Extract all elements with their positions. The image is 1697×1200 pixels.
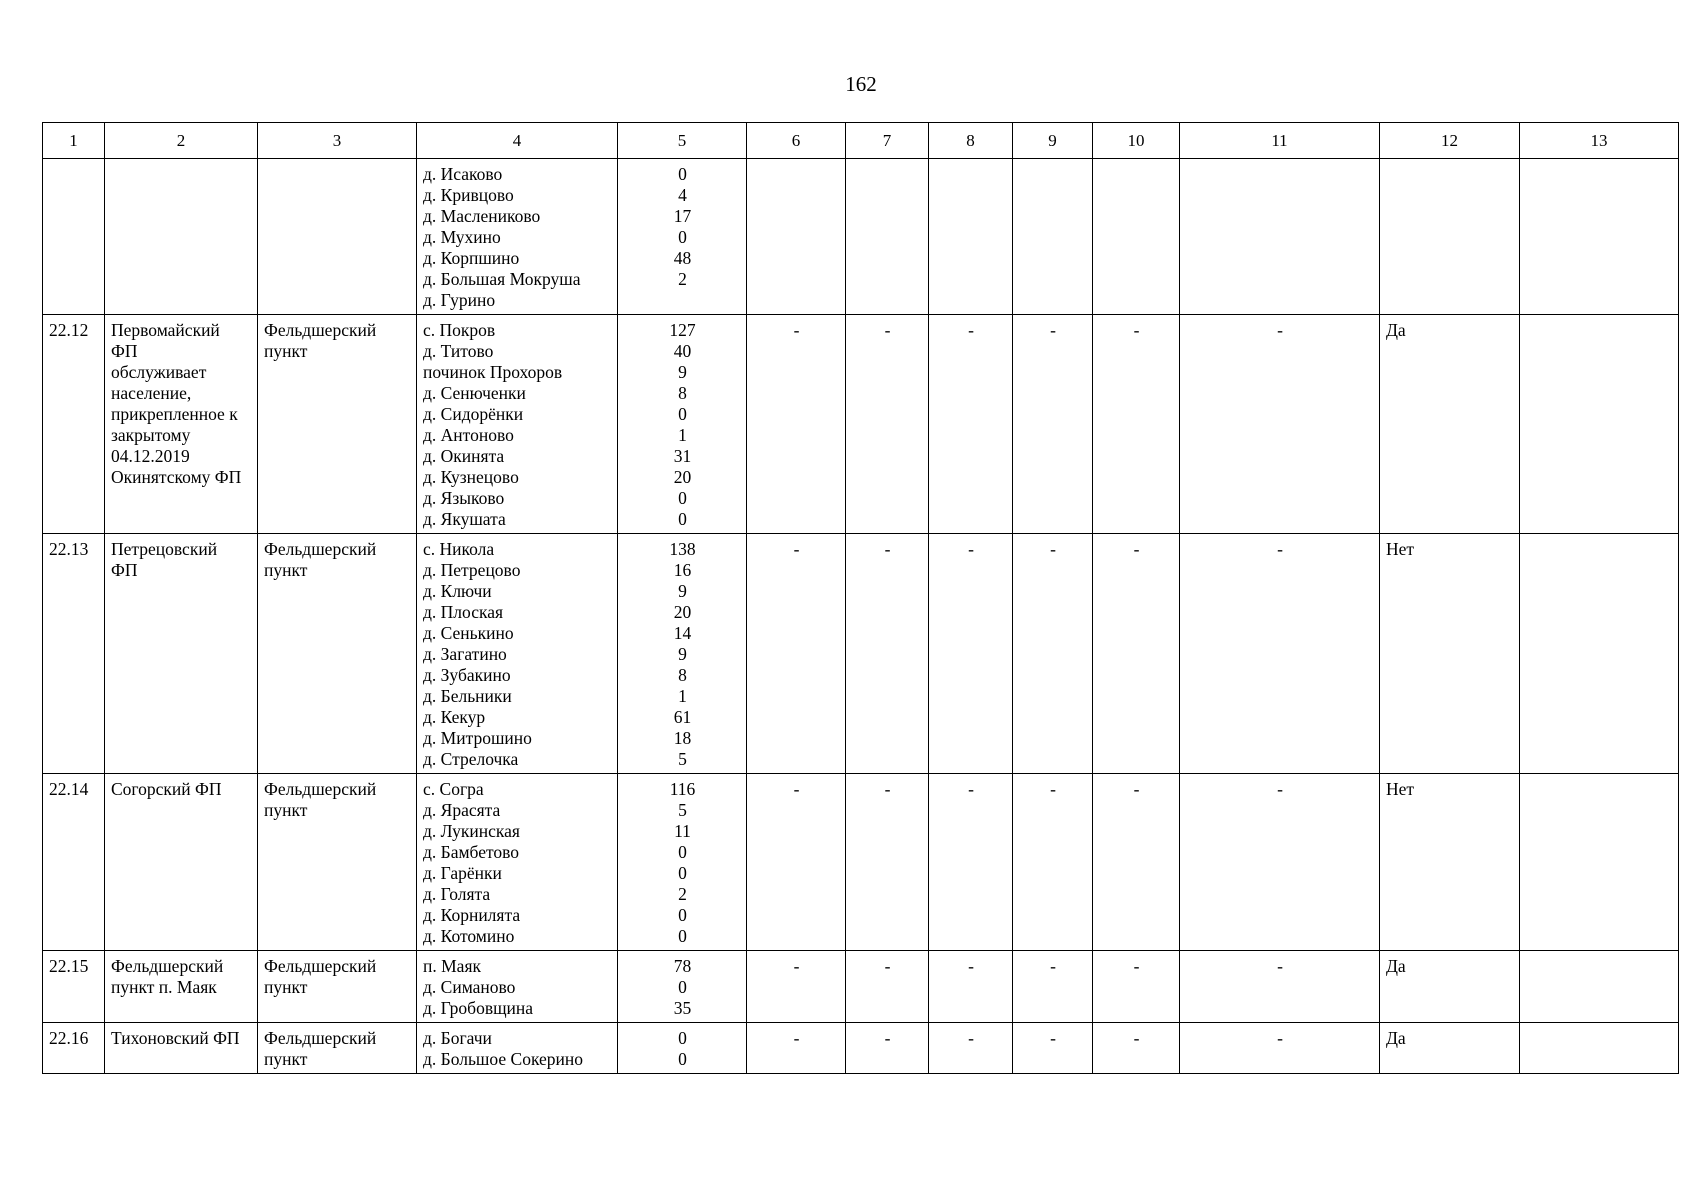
- table-row: [43, 315, 1679, 534]
- settlements-cell-line: с. Никола: [423, 539, 495, 559]
- settlements-cell-line: д. Ключи: [423, 581, 492, 601]
- column-7-cell: -: [846, 534, 929, 774]
- settlements-cell-line: д. Зубакино: [423, 665, 511, 685]
- column-12-cell: Да: [1380, 1023, 1520, 1074]
- column-header-3: 3: [258, 123, 417, 159]
- facility-type-cell-line: Фельдшерский: [264, 320, 377, 340]
- population-cell-line: 1: [678, 686, 687, 706]
- settlements-cell-line: д. Кузнецово: [423, 467, 519, 487]
- population-cell: [618, 1023, 747, 1074]
- column-header-4: 4: [417, 123, 618, 159]
- settlements-cell-line: д. Гробовщина: [423, 998, 534, 1018]
- settlements-cell-line: д. Гурино: [423, 290, 496, 310]
- population-cell-line: 20: [673, 467, 692, 487]
- population-cell: [618, 774, 747, 951]
- settlements-cell-line: д. Исаково: [423, 164, 503, 184]
- settlements-cell: [417, 534, 618, 774]
- settlements-cell-line: д. Сенюченки: [423, 383, 526, 403]
- row-number-cell: 22.15: [43, 951, 105, 1023]
- facility-name-cell-line: Тихоновский ФП: [111, 1028, 240, 1048]
- settlements-cell-line: д. Антоново: [423, 425, 514, 445]
- population-cell-line: 78: [673, 956, 692, 976]
- settlements-cell-line: д. Языково: [423, 488, 505, 508]
- settlements-cell-line: д. Большая Мокруша: [423, 269, 581, 289]
- column-header-6: 6: [747, 123, 846, 159]
- table-row: [43, 1023, 1679, 1074]
- column-11-cell: -: [1180, 315, 1380, 534]
- population-cell-line: 48: [673, 248, 692, 268]
- facility-type-cell-line: Фельдшерский: [264, 1028, 377, 1048]
- facility-type-cell: [258, 1023, 417, 1074]
- facility-type-cell: [258, 774, 417, 951]
- settlements-cell-line: д. Большое Сокерино: [423, 1049, 584, 1069]
- settlements-cell-line: д. Якушата: [423, 509, 506, 529]
- column-10-cell: -: [1093, 1023, 1180, 1074]
- population-cell-line: 0: [678, 1049, 687, 1069]
- population-cell-line: 14: [673, 623, 692, 643]
- facility-type-cell-line: пункт: [264, 1049, 308, 1069]
- population-cell-line: 31: [673, 446, 692, 466]
- population-cell-line: 0: [678, 905, 687, 925]
- population-cell-line: 0: [678, 926, 687, 946]
- population-cell-line: 138: [669, 539, 696, 559]
- population-cell-line: 9: [678, 362, 687, 382]
- column-13-cell: [1520, 1023, 1679, 1074]
- settlements-cell-line: д. Сидорёнки: [423, 404, 524, 424]
- population-cell-line: 0: [678, 488, 687, 508]
- column-12-cell: Нет: [1380, 774, 1520, 951]
- facility-name-cell: [105, 774, 258, 951]
- facility-name-cell-line: Согорский ФП: [111, 779, 222, 799]
- row-number-cell: [43, 159, 105, 315]
- population-cell-line: 0: [678, 1028, 687, 1048]
- column-8-cell: -: [929, 534, 1013, 774]
- population-cell-line: 2: [678, 269, 687, 289]
- column-9-cell: -: [1013, 315, 1093, 534]
- population-cell-line: 1: [678, 425, 687, 445]
- population-cell-line: 5: [678, 749, 687, 769]
- facility-type-cell: [258, 315, 417, 534]
- column-11-cell: -: [1180, 534, 1380, 774]
- settlements-cell-line: с. Согра: [423, 779, 484, 799]
- facility-name-cell-line: закрытому: [111, 425, 191, 445]
- column-7-cell: -: [846, 315, 929, 534]
- settlements-cell: [417, 159, 618, 315]
- column-header-12: 12: [1380, 123, 1520, 159]
- facility-name-cell-line: население,: [111, 383, 192, 403]
- column-6-cell: -: [747, 1023, 846, 1074]
- settlements-cell-line: д. Котомино: [423, 926, 515, 946]
- column-9-cell: -: [1013, 951, 1093, 1023]
- settlements-cell-line: д. Богачи: [423, 1028, 492, 1048]
- facility-name-cell-line: прикрепленное к: [111, 404, 238, 424]
- population-cell: [618, 159, 747, 315]
- settlements-cell-line: п. Маяк: [423, 956, 481, 976]
- column-9-cell: [1013, 159, 1093, 315]
- facility-type-cell-line: пункт: [264, 977, 308, 997]
- column-12-cell: Да: [1380, 951, 1520, 1023]
- settlements-cell-line: д. Гарёнки: [423, 863, 502, 883]
- column-9-cell: -: [1013, 774, 1093, 951]
- column-11-cell: -: [1180, 951, 1380, 1023]
- settlements-cell-line: д. Кекур: [423, 707, 486, 727]
- population-cell-line: 116: [669, 779, 696, 799]
- facility-name-cell-line: обслуживает: [111, 362, 207, 382]
- population-cell-line: 16: [673, 560, 692, 580]
- column-10-cell: -: [1093, 534, 1180, 774]
- population-cell: [618, 951, 747, 1023]
- settlements-cell-line: д. Стрелочка: [423, 749, 519, 769]
- population-cell-line: 4: [678, 185, 687, 205]
- facility-name-cell: [105, 1023, 258, 1074]
- settlements-cell-line: д. Титово: [423, 341, 494, 361]
- population-cell-line: 0: [678, 227, 687, 247]
- population-cell-line: 0: [678, 977, 687, 997]
- settlements-cell-line: д. Бамбетово: [423, 842, 520, 862]
- population-cell-line: 17: [673, 206, 692, 226]
- column-10-cell: -: [1093, 774, 1180, 951]
- table-row: [43, 534, 1679, 774]
- column-6-cell: -: [747, 315, 846, 534]
- population-cell-line: 0: [678, 164, 687, 184]
- facility-type-cell: [258, 951, 417, 1023]
- row-number-cell: 22.14: [43, 774, 105, 951]
- population-cell-line: 0: [678, 509, 687, 529]
- column-6-cell: -: [747, 951, 846, 1023]
- column-6-cell: -: [747, 774, 846, 951]
- column-13-cell: [1520, 534, 1679, 774]
- column-7-cell: -: [846, 951, 929, 1023]
- population-cell-line: 8: [678, 665, 687, 685]
- settlements-cell: [417, 774, 618, 951]
- column-12-cell: Нет: [1380, 534, 1520, 774]
- column-9-cell: -: [1013, 534, 1093, 774]
- facility-name-cell-line: Фельдшерский: [111, 956, 224, 976]
- column-10-cell: -: [1093, 315, 1180, 534]
- settlements-cell-line: д. Корпшино: [423, 248, 520, 268]
- header-row: [43, 123, 1679, 159]
- settlements-cell-line: д. Мухино: [423, 227, 501, 247]
- facility-type-cell-line: пункт: [264, 800, 308, 820]
- settlements-cell-line: д. Маслениково: [423, 206, 541, 226]
- row-number-cell: 22.16: [43, 1023, 105, 1074]
- table-row: [43, 774, 1679, 951]
- column-13-cell: [1520, 951, 1679, 1023]
- column-header-9: 9: [1013, 123, 1093, 159]
- column-7-cell: -: [846, 1023, 929, 1074]
- facility-name-cell: [105, 951, 258, 1023]
- facility-name-cell-line: ФП: [111, 560, 138, 580]
- settlements-cell: [417, 951, 618, 1023]
- column-8-cell: [929, 159, 1013, 315]
- facility-name-cell: [105, 534, 258, 774]
- row-number-cell: 22.13: [43, 534, 105, 774]
- population-cell: [618, 315, 747, 534]
- population-cell-line: [624, 290, 741, 311]
- population-cell-line: 40: [673, 341, 692, 361]
- settlements-cell: [417, 315, 618, 534]
- column-7-cell: [846, 159, 929, 315]
- settlements-cell-line: д. Лукинская: [423, 821, 520, 841]
- column-13-cell: [1520, 159, 1679, 315]
- column-13-cell: [1520, 315, 1679, 534]
- facility-name-cell-line: ФП: [111, 341, 138, 361]
- settlements-cell: [417, 1023, 618, 1074]
- facility-type-cell: [258, 534, 417, 774]
- column-10-cell: [1093, 159, 1180, 315]
- column-12-cell: Да: [1380, 315, 1520, 534]
- table-row: [43, 951, 1679, 1023]
- population-cell-line: 9: [678, 581, 687, 601]
- population-cell-line: 61: [673, 707, 692, 727]
- population-cell-line: 35: [673, 998, 692, 1018]
- facility-type-cell-line: пункт: [264, 560, 308, 580]
- table-row: [43, 159, 1679, 315]
- column-header-10: 10: [1093, 123, 1180, 159]
- column-8-cell: -: [929, 774, 1013, 951]
- settlements-cell-line: д. Корнилята: [423, 905, 521, 925]
- column-11-cell: -: [1180, 774, 1380, 951]
- settlements-cell-line: д. Голята: [423, 884, 491, 904]
- settlements-cell-line: д. Плоская: [423, 602, 504, 622]
- facility-name-cell-line: Первомайский: [111, 320, 220, 340]
- row-number-cell: 22.12: [43, 315, 105, 534]
- page-number: 162: [845, 72, 877, 96]
- settlements-cell-line: д. Сенькино: [423, 623, 514, 643]
- settlements-cell-line: д. Загатино: [423, 644, 507, 664]
- population-cell: [618, 534, 747, 774]
- column-11-cell: [1180, 159, 1380, 315]
- column-header-8: 8: [929, 123, 1013, 159]
- facility-name-cell: [105, 159, 258, 315]
- column-8-cell: -: [929, 951, 1013, 1023]
- population-cell-line: 0: [678, 842, 687, 862]
- settlements-cell-line: д. Кривцово: [423, 185, 514, 205]
- column-10-cell: -: [1093, 951, 1180, 1023]
- population-cell-line: 18: [673, 728, 692, 748]
- population-cell-line: 20: [673, 602, 692, 622]
- settlements-cell-line: д. Петрецово: [423, 560, 521, 580]
- facility-type-cell-line: Фельдшерский: [264, 956, 377, 976]
- column-header-5: 5: [618, 123, 747, 159]
- settlements-cell-line: д. Бельники: [423, 686, 512, 706]
- population-cell-line: 0: [678, 404, 687, 424]
- facilities-table: [42, 122, 1679, 1074]
- column-6-cell: [747, 159, 846, 315]
- facility-name-cell-line: Петрецовский: [111, 539, 218, 559]
- settlements-cell-line: д. Окинята: [423, 446, 505, 466]
- facility-type-cell: [258, 159, 417, 315]
- settlements-cell-line: д. Ярасята: [423, 800, 501, 820]
- column-header-2: 2: [105, 123, 258, 159]
- population-cell-line: 0: [678, 863, 687, 883]
- column-header-13: 13: [1520, 123, 1679, 159]
- column-7-cell: -: [846, 774, 929, 951]
- column-9-cell: -: [1013, 1023, 1093, 1074]
- facility-name-cell-line: пункт п. Маяк: [111, 977, 217, 997]
- facility-name-cell: [105, 315, 258, 534]
- population-cell-line: 11: [674, 821, 691, 841]
- settlements-cell-line: с. Покров: [423, 320, 496, 340]
- facility-name-cell-line: Окинятскому ФП: [111, 467, 242, 487]
- column-11-cell: -: [1180, 1023, 1380, 1074]
- column-header-1: 1: [43, 123, 105, 159]
- column-12-cell: [1380, 159, 1520, 315]
- column-header-11: 11: [1180, 123, 1380, 159]
- population-cell-line: 8: [678, 383, 687, 403]
- population-cell-line: 9: [678, 644, 687, 664]
- settlements-cell-line: починок Прохоров: [423, 362, 563, 382]
- settlements-cell-line: д. Симаново: [423, 977, 516, 997]
- column-6-cell: -: [747, 534, 846, 774]
- population-cell-line: 5: [678, 800, 687, 820]
- population-cell-line: 2: [678, 884, 687, 904]
- facility-type-cell-line: Фельдшерский: [264, 539, 377, 559]
- column-header-7: 7: [846, 123, 929, 159]
- column-8-cell: -: [929, 1023, 1013, 1074]
- settlements-cell-line: д. Митрошино: [423, 728, 532, 748]
- population-cell-line: 127: [669, 320, 696, 340]
- facility-type-cell-line: пункт: [264, 341, 308, 361]
- column-13-cell: [1520, 774, 1679, 951]
- column-8-cell: -: [929, 315, 1013, 534]
- facility-type-cell-line: Фельдшерский: [264, 779, 377, 799]
- facility-name-cell-line: 04.12.2019: [111, 446, 190, 466]
